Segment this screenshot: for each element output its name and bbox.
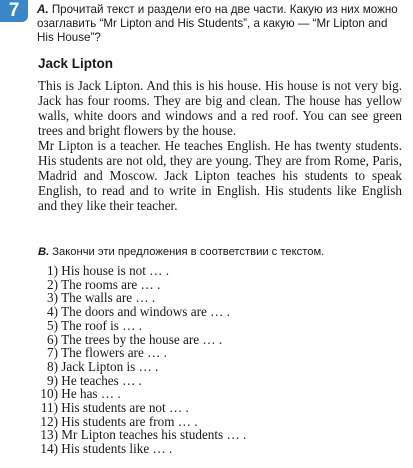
list-item-number: 9) [47,372,58,388]
list-item-number: 12) [40,413,58,429]
list-item-number: 3) [47,290,58,306]
list-item [38,387,246,401]
story-title: Jack Lipton [38,56,114,71]
story-paragraph-1: This is Jack Lipton. And this is his house. His house is not very big. Jack has four rooms. They are big and clean. The house has yellow walls, white doors and windows and a red roof. You can see green trees and bright flowers by the house. [38,78,402,139]
list-item-text: The walls are … . [61,290,156,306]
list-item [38,278,246,292]
list-item-text: The doors and windows are … . [61,304,230,320]
list-item [38,333,246,347]
task-b-instructions: Закончи эти предложения в соответствии с текстом. [52,246,325,258]
list-item-number: 1) [47,263,58,278]
list-item-text: His students are not … . [61,400,189,416]
list-item-text: He has … . [61,386,121,402]
list-item-number: 14) [40,441,58,457]
sentence-list [38,264,246,456]
list-item-text: His house is not … . [61,263,169,278]
task-a-instructions: Прочитай текст и раздели его на две части. Какую из них можно озаглавить “Mr Lipton and His Students”, а какую — “Mr Lipton and His House”? [37,3,398,44]
list-item [38,415,246,429]
story-paragraph-2: Mr Lipton is a teacher. He teaches English. He has twenty students. His students are not old, they are young. They are from Rome, Paris, Madrid and Moscow. Jack Lipton teaches his students to speak English, to read and to write in English. His students like English and they like their teacher. [38,138,402,214]
list-item-text: The rooms are … . [61,276,161,292]
list-item [38,291,246,305]
list-item [38,319,246,333]
list-item-number: 4) [47,304,58,320]
list-item-number: 10) [40,386,58,402]
list-item [38,305,246,319]
list-item-number: 11) [40,400,58,416]
list-item-text: The flowers are … . [61,345,167,361]
task-b [38,245,408,259]
list-item-number: 7) [47,345,58,361]
exercise-number-badge: 7 [0,0,28,22]
task-b-letter: B. [38,246,50,258]
list-item [38,374,246,388]
list-item-text: Mr Lipton teaches his students … . [61,427,247,443]
list-item [38,360,246,374]
list-item-number: 5) [47,317,58,333]
list-item-number: 13) [40,427,58,443]
list-item-text: His students are from … . [61,413,198,429]
list-item-number: 8) [47,358,58,374]
task-a [37,3,407,45]
list-item [38,442,246,456]
list-item-text: The trees by the house are … . [61,331,223,347]
list-item-text: He teaches … . [61,372,142,388]
list-item [38,401,246,415]
story-text [38,78,402,213]
list-item-text: The roof is … . [61,317,143,333]
list-item-text: Jack Lipton is … . [61,358,159,374]
list-item-number: 2) [47,276,58,292]
list-item [38,428,246,442]
list-item [38,346,246,360]
task-a-letter: A. [37,3,49,16]
list-item-text: His students like … . [61,441,173,457]
list-item [38,264,246,278]
list-item-number: 6) [47,331,58,347]
